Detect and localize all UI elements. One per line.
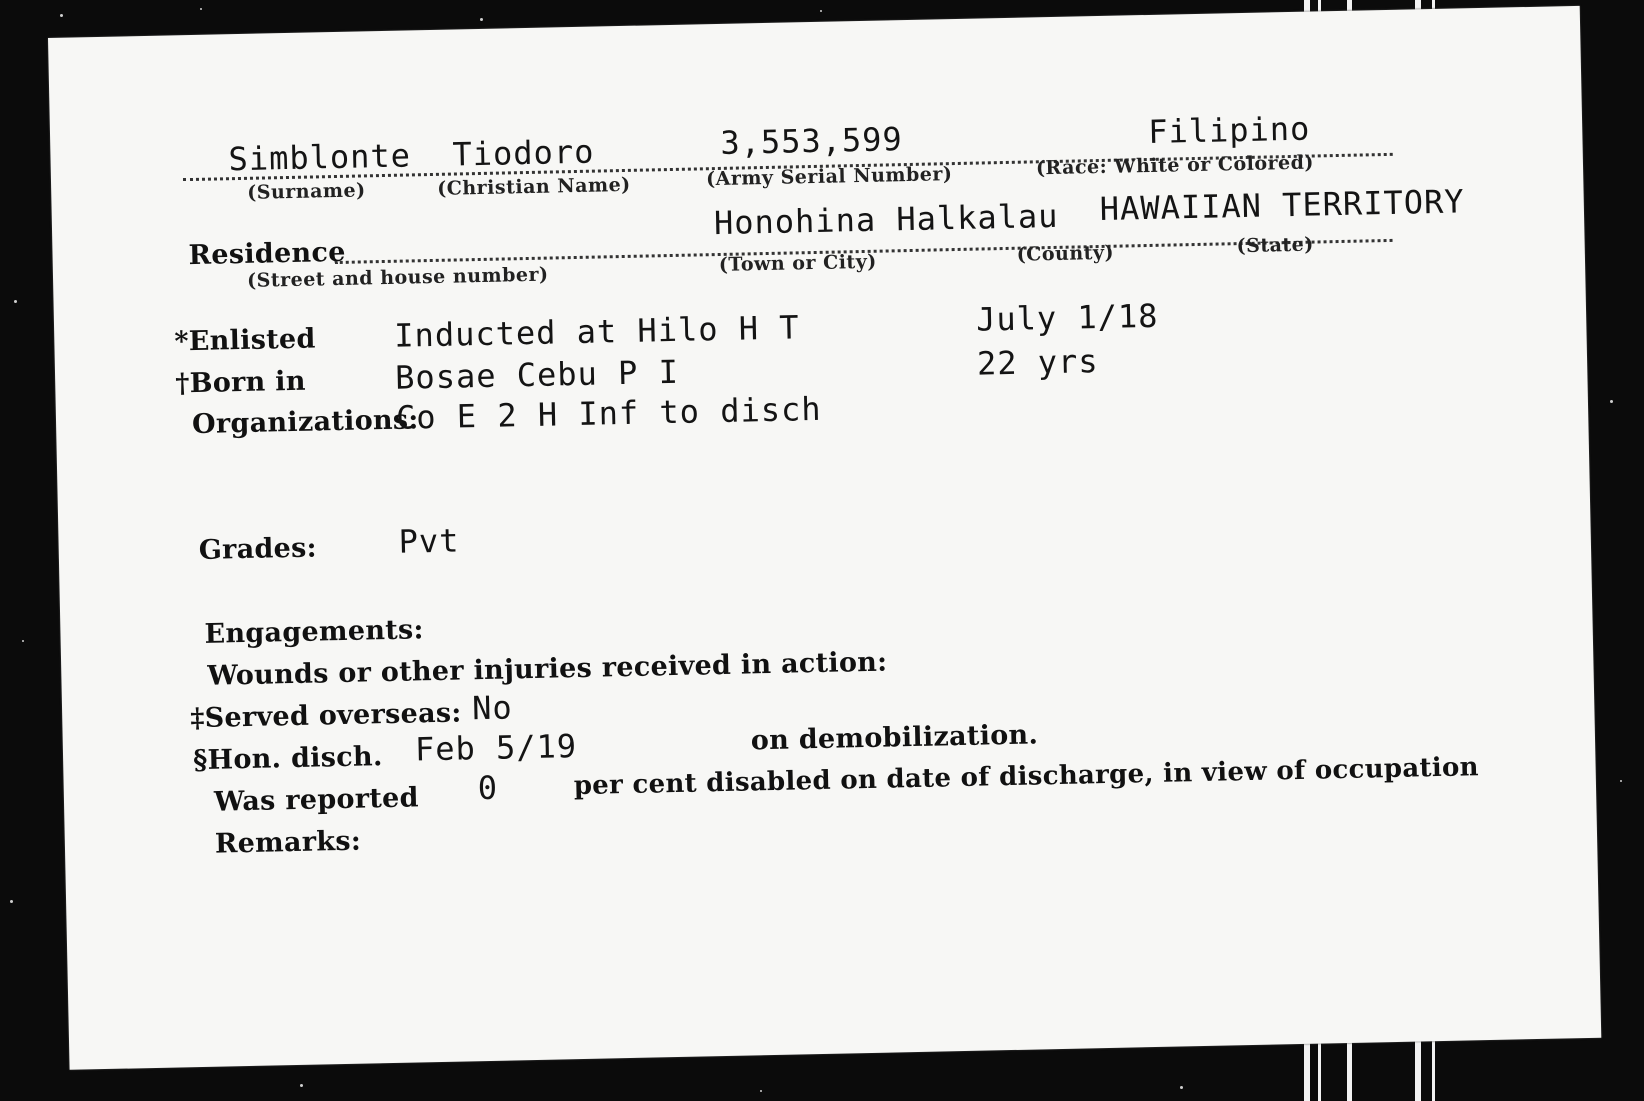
grades-label: Grades: <box>198 532 318 566</box>
scan-noise <box>60 14 63 17</box>
organizations-label: Organizations: <box>191 404 419 441</box>
service-record-card <box>48 6 1601 1070</box>
hon-disch-label: §Hon. disch. <box>192 741 383 777</box>
scan-noise <box>820 10 822 12</box>
age-value: 22 yrs <box>976 342 1099 383</box>
scan-noise <box>300 1084 303 1087</box>
street-caption: (Street and house number) <box>246 263 549 292</box>
scan-noise <box>1180 1086 1183 1089</box>
wounds-label: Wounds or other injuries received in action: <box>207 646 888 692</box>
grades-value: Pvt <box>398 521 460 561</box>
enlisted-label: *Enlisted <box>174 323 316 358</box>
disability-percent-value: 0 <box>477 768 499 808</box>
serial-number-caption: (Army Serial Number) <box>705 163 953 191</box>
residence-label: Residence <box>188 236 346 272</box>
born-in-value: Bosae Cebu P I <box>394 352 680 397</box>
scan-noise <box>10 900 13 903</box>
enlisted-value: Inducted at Hilo H T <box>393 308 800 355</box>
was-reported-label: Was reported <box>213 782 420 818</box>
scan-noise <box>14 300 17 303</box>
serial-number-value: 3,553,599 <box>719 120 904 162</box>
born-in-label: †Born in <box>174 365 307 400</box>
christian-name-value: Tiodoro <box>452 132 595 174</box>
remarks-label: Remarks: <box>214 825 362 860</box>
hon-disch-suffix: on demobilization. <box>750 719 1039 757</box>
scan-noise <box>480 18 483 21</box>
hon-disch-value: Feb 5/19 <box>414 727 578 769</box>
christian-name-caption: (Christian Name) <box>437 173 631 200</box>
served-overseas-label: ‡Served overseas: <box>189 697 462 735</box>
was-reported-suffix: per cent disabled on date of discharge, in view of occupation <box>573 752 1480 802</box>
race-caption: (Race: White or Colored) <box>1035 151 1315 180</box>
race-value: Filipino <box>1147 109 1311 151</box>
scan-noise <box>22 640 24 642</box>
town-caption: (Town or City) <box>718 250 877 276</box>
scan-noise <box>760 1090 762 1092</box>
state-caption: (State) <box>1236 233 1314 258</box>
engagements-label: Engagements: <box>204 614 425 650</box>
scan-noise <box>1620 780 1622 782</box>
served-overseas-value: No <box>471 688 514 728</box>
surname-caption: (Surname) <box>247 179 366 204</box>
residence-state-value: HAWAIIAN TERRITORY <box>1099 182 1465 229</box>
enlisted-date: July 1/18 <box>975 296 1159 339</box>
county-caption: (County) <box>1016 241 1115 266</box>
surname-value: Simblonte <box>228 136 412 179</box>
scan-noise <box>1610 400 1613 403</box>
organizations-value: Co E 2 H Inf to disch <box>395 389 822 437</box>
scan-noise <box>200 8 202 10</box>
residence-town-value: Honohina Halkalau <box>713 196 1059 243</box>
